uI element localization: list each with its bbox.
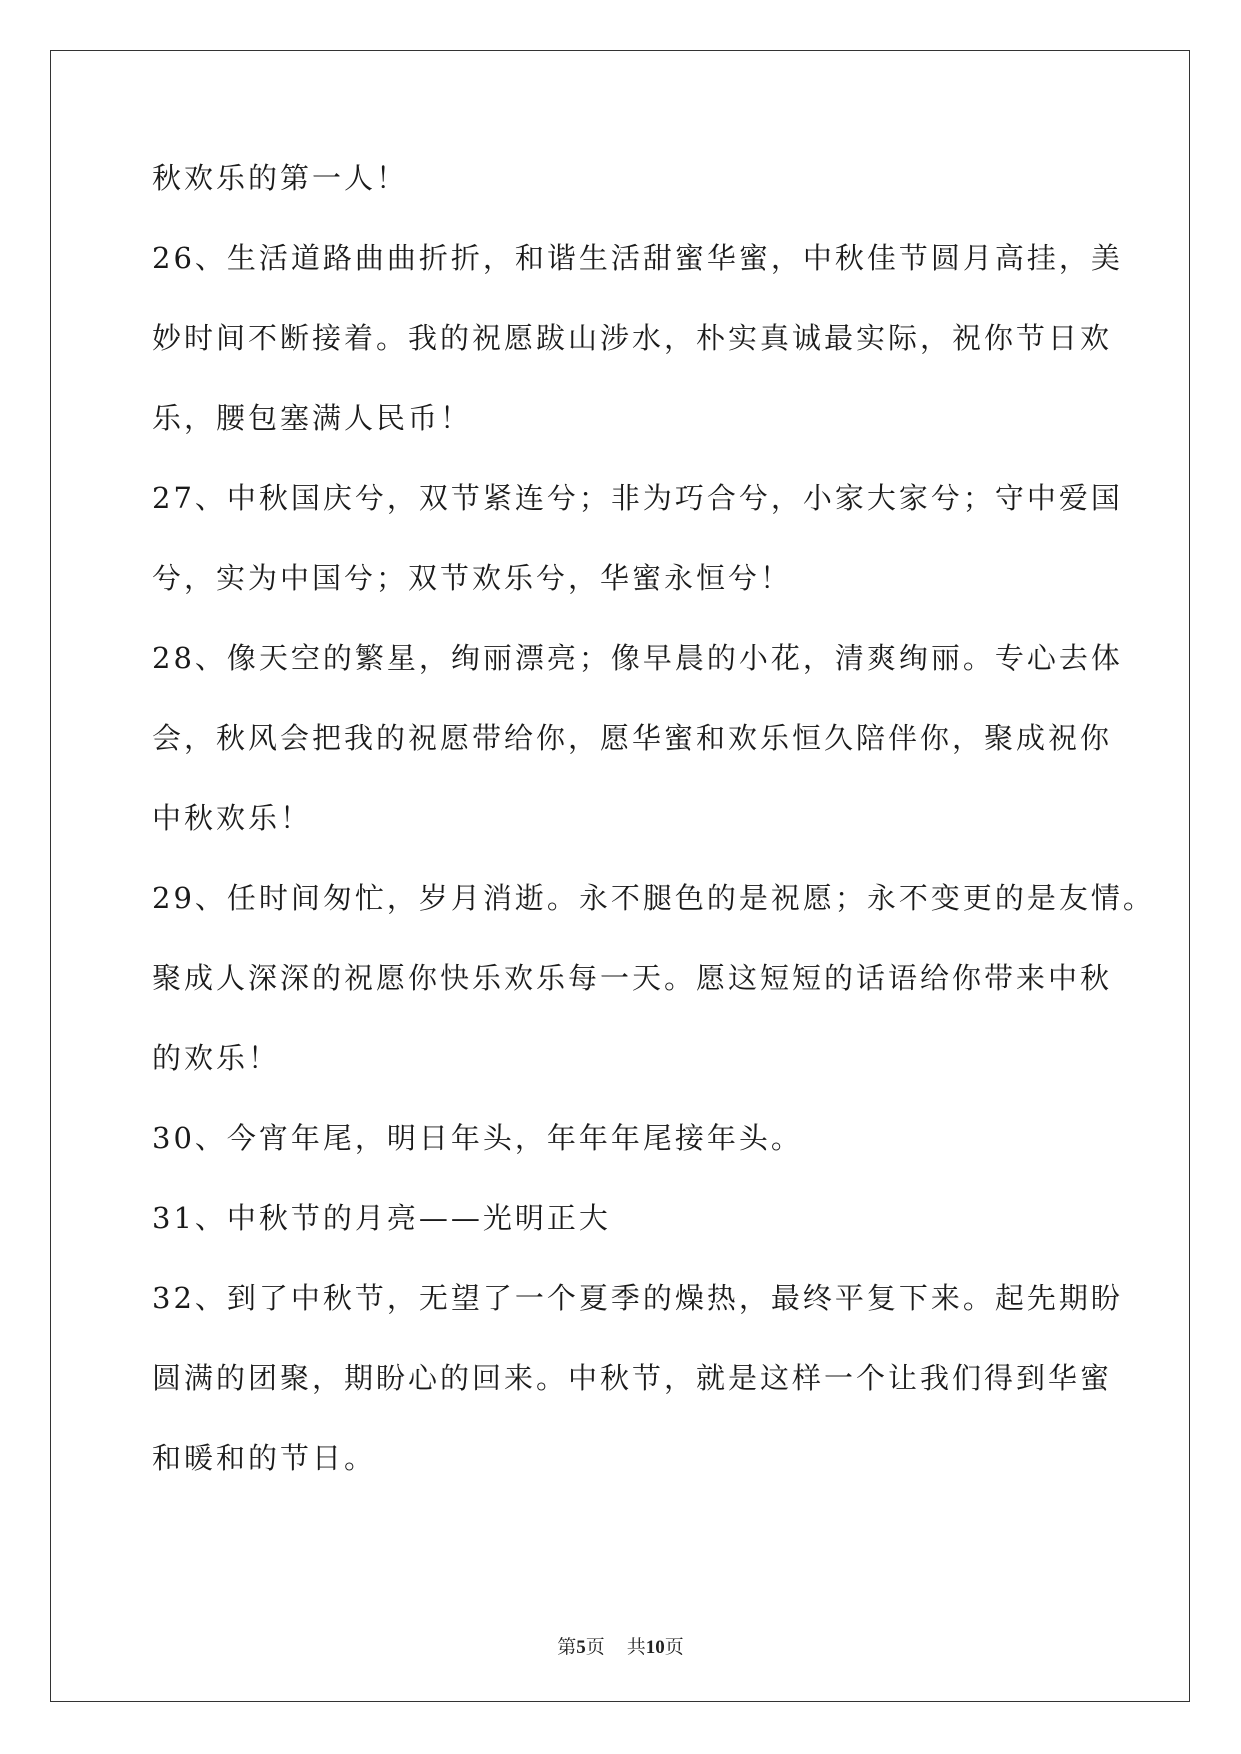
text-line: 圆满的团聚，期盼心的回来。中秋节，就是这样一个让我们得到华蜜 — [152, 1361, 1113, 1395]
page-footer — [0, 1632, 1241, 1659]
text-line: 兮，实为中国兮；双节欢乐兮，华蜜永恒兮！ — [152, 561, 793, 595]
text-line: 31、中秋节的月亮——光明正大 — [152, 1201, 611, 1235]
text-line: 30、今宵年尾，明日年头，年年年尾接年头。 — [152, 1121, 803, 1155]
footer-page-suffix: 页 — [585, 1636, 605, 1658]
text-line: 秋欢乐的第一人！ — [152, 161, 409, 195]
text-line: 乐，腰包塞满人民币！ — [152, 401, 473, 435]
text-line: 32、到了中秋节，无望了一个夏季的燥热，最终平复下来。起先期盼 — [152, 1281, 1123, 1315]
text-line: 和暖和的节日。 — [152, 1441, 377, 1475]
footer-total-prefix: 共 — [626, 1636, 646, 1658]
footer-page-prefix: 第 — [557, 1636, 577, 1658]
text-line: 29、任时间匆忙，岁月消逝。永不腿色的是祝愿；永不变更的是友情。 — [152, 881, 1155, 915]
document-body — [152, 160, 1155, 1520]
text-line: 27、中秋国庆兮，双节紧连兮；非为巧合兮，小家大家兮；守中爱国 — [152, 481, 1123, 515]
footer-page-number: 5 — [576, 1637, 586, 1658]
text-line: 中秋欢乐！ — [152, 801, 313, 835]
text-line: 聚成人深深的祝愿你快乐欢乐每一天。愿这短短的话语给你带来中秋 — [152, 961, 1113, 995]
text-line: 妙时间不断接着。我的祝愿跋山涉水，朴实真诚最实际，祝你节日欢 — [152, 321, 1113, 355]
footer-total-number: 10 — [645, 1637, 665, 1658]
text-line: 的欢乐！ — [152, 1041, 281, 1075]
footer-total-suffix: 页 — [664, 1636, 684, 1658]
text-line: 会，秋风会把我的祝愿带给你，愿华蜜和欢乐恒久陪伴你，聚成祝你 — [152, 721, 1113, 755]
text-line: 28、像天空的繁星，绚丽漂亮；像早晨的小花，清爽绚丽。专心去体 — [152, 641, 1123, 675]
text-line: 26、生活道路曲曲折折，和谐生活甜蜜华蜜，中秋佳节圆月高挂，美 — [152, 241, 1123, 275]
